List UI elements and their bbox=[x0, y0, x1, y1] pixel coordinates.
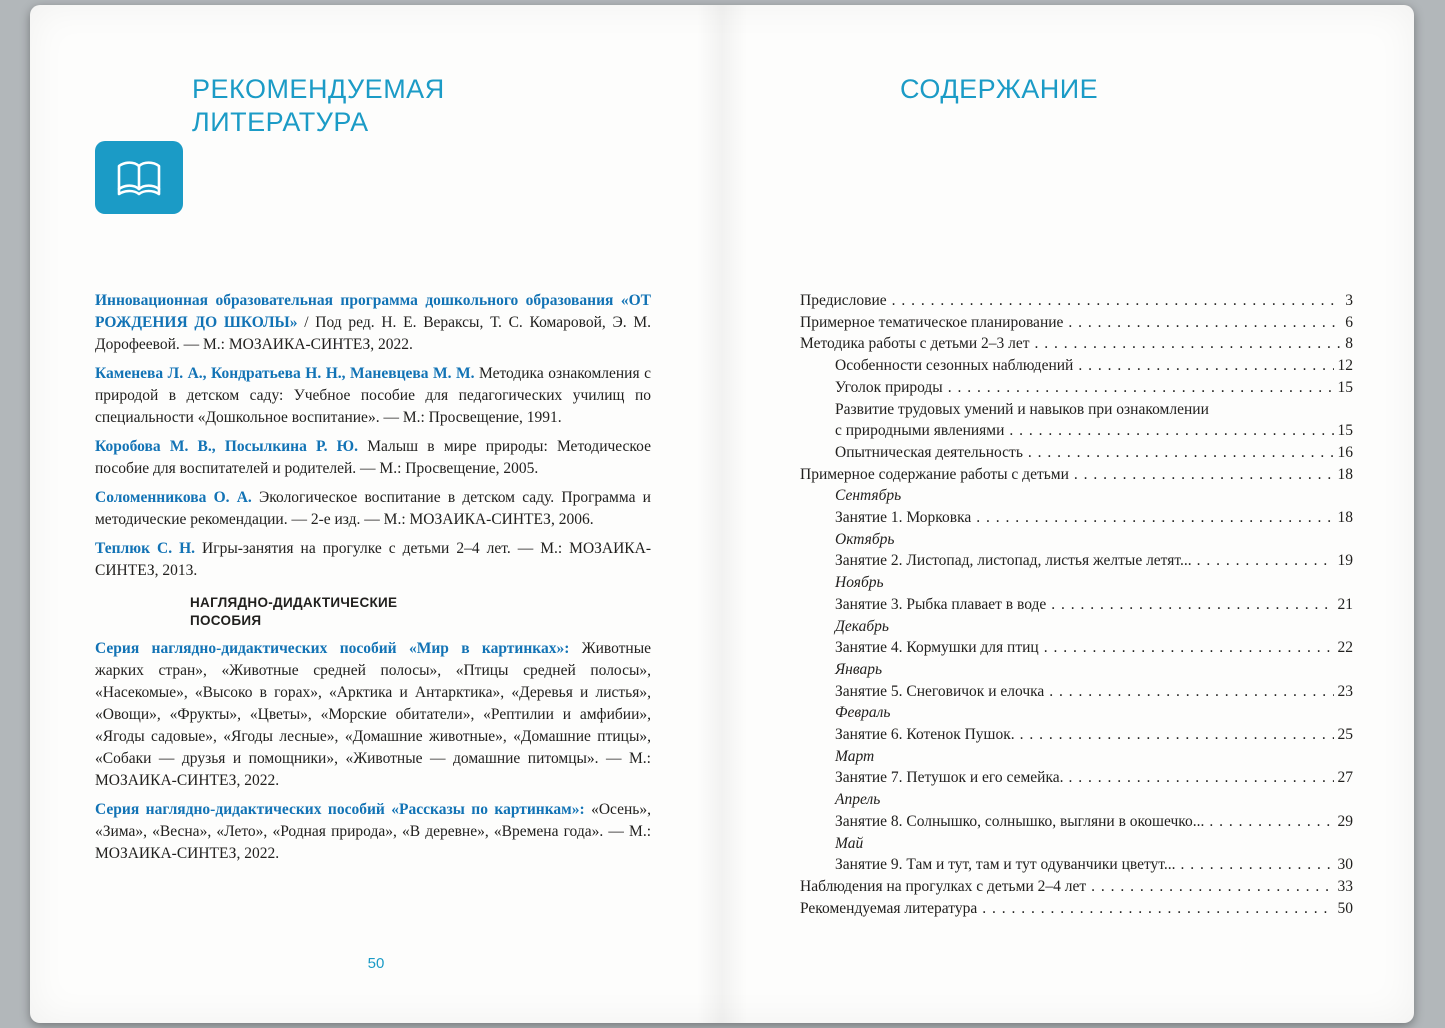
dot-leader bbox=[1069, 767, 1334, 789]
dot-leader bbox=[1035, 333, 1342, 355]
page-title-line: РЕКОМЕНДУЕМАЯ bbox=[192, 74, 445, 104]
toc-entry bbox=[800, 507, 1353, 529]
toc-entry bbox=[800, 594, 1353, 616]
dot-leader bbox=[948, 377, 1334, 399]
page-title-contents: СОДЕРЖАНИЕ bbox=[900, 74, 1099, 104]
toc-entry-label: Занятие 9. Там и тут, там и тут одуванчики цветут... bbox=[835, 856, 1176, 874]
dot-leader bbox=[1068, 312, 1341, 334]
bibliography-entry-text: «Осень», «Зима», «Весна», «Лето», «Родная природа», «В деревне», «Времена года». — М.: МОЗАИКА-СИНТЕЗ, 2022. bbox=[95, 801, 651, 862]
dot-leader bbox=[1074, 464, 1334, 486]
toc-entry-label: Ноябрь bbox=[835, 574, 884, 592]
toc-month-label bbox=[800, 572, 1353, 594]
toc-month-label bbox=[800, 833, 1353, 855]
toc-entry-label: Сентябрь bbox=[835, 487, 902, 505]
toc-entry bbox=[800, 312, 1353, 334]
dot-leader bbox=[976, 507, 1333, 529]
toc-entry-label: Примерное тематическое планирование bbox=[800, 313, 1064, 331]
toc-entry bbox=[800, 767, 1353, 789]
toc-month-label bbox=[800, 485, 1353, 507]
bibliography-entry-lead: Коробова М. В., Посылкина Р. Ю. bbox=[95, 438, 359, 455]
toc-entry-label: Развитие трудовых умений и навыков при ознакомлении bbox=[835, 400, 1209, 418]
toc-entry bbox=[800, 377, 1353, 399]
toc-entry-page-number: 3 bbox=[1345, 292, 1353, 309]
dot-leader bbox=[1051, 594, 1333, 616]
dot-leader bbox=[1209, 811, 1333, 833]
dot-leader bbox=[1009, 420, 1333, 442]
section-subheading bbox=[190, 594, 651, 630]
toc-entry bbox=[800, 898, 1353, 920]
toc-entry-label: Занятие 7. Петушок и его семейка. bbox=[835, 769, 1064, 787]
dot-leader bbox=[1028, 442, 1334, 464]
bibliography-entry bbox=[95, 363, 651, 429]
bibliography-entry-lead: Соломенникова О. А. bbox=[95, 489, 252, 506]
toc-entry-label: Методика работы с детьми 2–3 лет bbox=[800, 335, 1030, 353]
toc-entry-label: Занятие 2. Листопад, листопад, листья желтые летят... bbox=[835, 552, 1192, 570]
bibliography-entry-text: Методика ознакомления с природой в детском саду: Учебное пособие для педагогических училищ по специальности «Дошкольное воспитание». — М.: Просвещение, 1991. bbox=[95, 365, 651, 426]
toc-entry-page-number: 6 bbox=[1345, 313, 1353, 331]
dot-leader bbox=[1078, 355, 1333, 377]
toc-entry-label: Занятие 6. Котенок Пушок. bbox=[835, 726, 1015, 744]
bibliography-entry-lead: Инновационная образовательная программа дошкольного образования «ОТ РОЖДЕНИЯ ДО ШКОЛЫ» bbox=[95, 292, 651, 331]
toc-entry-label: Занятие 5. Снеговичок и елочка bbox=[835, 682, 1045, 700]
toc-entry-page-number: 50 bbox=[1337, 899, 1353, 917]
toc-entry bbox=[800, 442, 1353, 464]
toc-entry bbox=[800, 681, 1353, 703]
toc-entry-label: с природными явлениями bbox=[835, 422, 1005, 440]
toc-entry-page-number: 19 bbox=[1337, 552, 1353, 570]
bibliography-entry-lead: Каменева Л. А., Кондратьева Н. Н., Маневцева М. М. bbox=[95, 365, 475, 382]
subheading-line: НАГЛЯДНО-ДИДАКТИЧЕСКИЕ bbox=[190, 595, 398, 610]
toc-entry-label: Декабрь bbox=[835, 617, 889, 635]
toc-entry bbox=[800, 637, 1353, 659]
bibliography-list bbox=[95, 290, 651, 582]
toc-entry-label: Занятие 3. Рыбка плавает в воде bbox=[835, 595, 1047, 613]
subheading-line: ПОСОБИЯ bbox=[190, 613, 262, 628]
toc-entry-label: Наблюдения на прогулках с детьми 2–4 лет bbox=[800, 877, 1087, 895]
book-icon bbox=[95, 141, 183, 214]
toc-entry-page-number: 18 bbox=[1337, 465, 1353, 483]
dot-leader bbox=[1181, 854, 1334, 876]
toc-entry-label: Уголок природы bbox=[835, 378, 943, 396]
toc-entry-page-number: 21 bbox=[1337, 595, 1353, 613]
toc-entry-label: Май bbox=[835, 834, 864, 852]
toc-entry-label: Опытническая деятельность bbox=[835, 443, 1023, 461]
toc-entry-label: Занятие 4. Кормушки для птиц bbox=[835, 639, 1039, 657]
toc-entry bbox=[800, 876, 1353, 898]
bibliography-entry bbox=[95, 436, 651, 480]
toc-entry bbox=[800, 464, 1353, 486]
dot-leader bbox=[1197, 550, 1334, 572]
toc-entry-label: Занятие 8. Солнышко, солнышко, выгляни в окошечко... bbox=[835, 812, 1205, 830]
bibliography-entry-text: Малыш в мире природы: Методическое пособие для воспитателей и родителей. — М.: Просвещение, 2005. bbox=[95, 438, 651, 477]
toc-entry-page-number: 25 bbox=[1337, 726, 1353, 744]
book-spread bbox=[30, 5, 1414, 1023]
bibliography-entry-text: Экологическое воспитание в детском саду. Программа и методические рекомендации. — 2-е изд. — М.: МОЗАИКА-СИНТЕЗ, 2006. bbox=[95, 489, 651, 528]
toc-entry-label: Февраль bbox=[835, 704, 891, 722]
page-number: 50 bbox=[367, 955, 385, 972]
toc-entry-page-number: 22 bbox=[1337, 639, 1353, 657]
toc-entry-label: Предисловие bbox=[800, 292, 887, 309]
bibliography-entry bbox=[95, 638, 651, 792]
page-title-literature bbox=[192, 73, 445, 139]
bibliography-block bbox=[95, 290, 651, 872]
toc-entry-label: Март bbox=[835, 747, 875, 765]
dot-leader bbox=[982, 898, 1333, 920]
bibliography-entry bbox=[95, 290, 651, 356]
toc-entry-page-number: 8 bbox=[1345, 335, 1353, 353]
toc-entry bbox=[800, 399, 1353, 421]
toc-entry-page-number: 23 bbox=[1337, 682, 1353, 700]
toc-month-label bbox=[800, 746, 1353, 768]
series-list bbox=[95, 638, 651, 865]
toc-entry-page-number: 18 bbox=[1337, 509, 1353, 527]
bibliography-entry bbox=[95, 487, 651, 531]
toc-entry-page-number: 27 bbox=[1337, 769, 1353, 787]
toc-month-label bbox=[800, 529, 1353, 551]
toc-entry bbox=[800, 420, 1353, 442]
toc-entry-page-number: 15 bbox=[1337, 378, 1353, 396]
toc-entry-label: Октябрь bbox=[835, 530, 895, 548]
toc-entry-label: Особенности сезонных наблюдений bbox=[835, 357, 1074, 375]
bibliography-entry-lead: Теплюк С. Н. bbox=[95, 540, 196, 557]
dot-leader bbox=[1020, 724, 1334, 746]
toc-entry bbox=[800, 724, 1353, 746]
bibliography-entry-text: Игры-занятия на прогулке с детьми 2–4 лет. — М.: МОЗАИКА-СИНТЕЗ, 2013. bbox=[95, 540, 651, 579]
toc-entry-page-number: 16 bbox=[1337, 443, 1353, 461]
bibliography-entry-lead: Серия наглядно-дидактических пособий «Мир в картинках»: bbox=[95, 640, 570, 657]
toc-entry bbox=[800, 290, 1353, 312]
toc-month-label bbox=[800, 702, 1353, 724]
toc-month-label bbox=[800, 659, 1353, 681]
toc-entry-page-number: 15 bbox=[1337, 422, 1353, 440]
toc-entry-label: Январь bbox=[835, 660, 883, 678]
toc-entry-label: Апрель bbox=[835, 791, 881, 809]
toc-entry-page-number: 30 bbox=[1337, 856, 1353, 874]
toc-entry-page-number: 33 bbox=[1337, 877, 1353, 895]
toc-month-label bbox=[800, 789, 1353, 811]
toc-list bbox=[800, 290, 1353, 919]
bibliography-entry-text: / Под ред. Н. Е. Вераксы, Т. С. Комаровой, Э. М. Дорофеевой. — М.: МОЗАИКА-СИНТЕЗ, 2022. bbox=[95, 314, 651, 353]
toc-entry bbox=[800, 811, 1353, 833]
bibliography-entry-lead: Серия наглядно-дидактических пособий «Рассказы по картинкам»: bbox=[95, 801, 585, 818]
toc-entry-page-number: 12 bbox=[1337, 357, 1353, 375]
dot-leader bbox=[892, 290, 1342, 312]
dot-leader bbox=[1044, 637, 1334, 659]
toc-entry bbox=[800, 355, 1353, 377]
bibliography-entry-text: Животные жарких стран», «Животные средней полосы», «Птицы средней полосы», «Насекомые», «Высоко в горах», «Арктика и Антарктика», «Деревья и листья», «Овощи», «Фрукты», «Цветы», «Морские обитатели», «Рептилии и амфибии», «Ягоды садовые», «Ягоды лесные», «Домашние животные», «Домашние птицы», «Собаки — друзья и помощники», «Животные — домашние питомцы». — М.: МОЗАИКА-СИНТЕЗ, 2022. bbox=[95, 640, 651, 789]
open-book-glyph bbox=[113, 158, 165, 198]
toc-entry bbox=[800, 854, 1353, 876]
toc-month-label bbox=[800, 616, 1353, 638]
toc-entry-label: Примерное содержание работы с детьми bbox=[800, 465, 1069, 483]
toc-entry-label: Занятие 1. Морковка bbox=[835, 509, 972, 527]
toc-entry-page-number: 29 bbox=[1337, 812, 1353, 830]
toc-entry bbox=[800, 333, 1353, 355]
page-title-line: ЛИТЕРАТУРА bbox=[192, 107, 369, 137]
bibliography-entry bbox=[95, 538, 651, 582]
dot-leader bbox=[1049, 681, 1333, 703]
dot-leader bbox=[1091, 876, 1333, 898]
toc-entry bbox=[800, 550, 1353, 572]
bibliography-entry bbox=[95, 799, 651, 865]
toc-entry-label: Рекомендуемая литература bbox=[800, 899, 978, 917]
